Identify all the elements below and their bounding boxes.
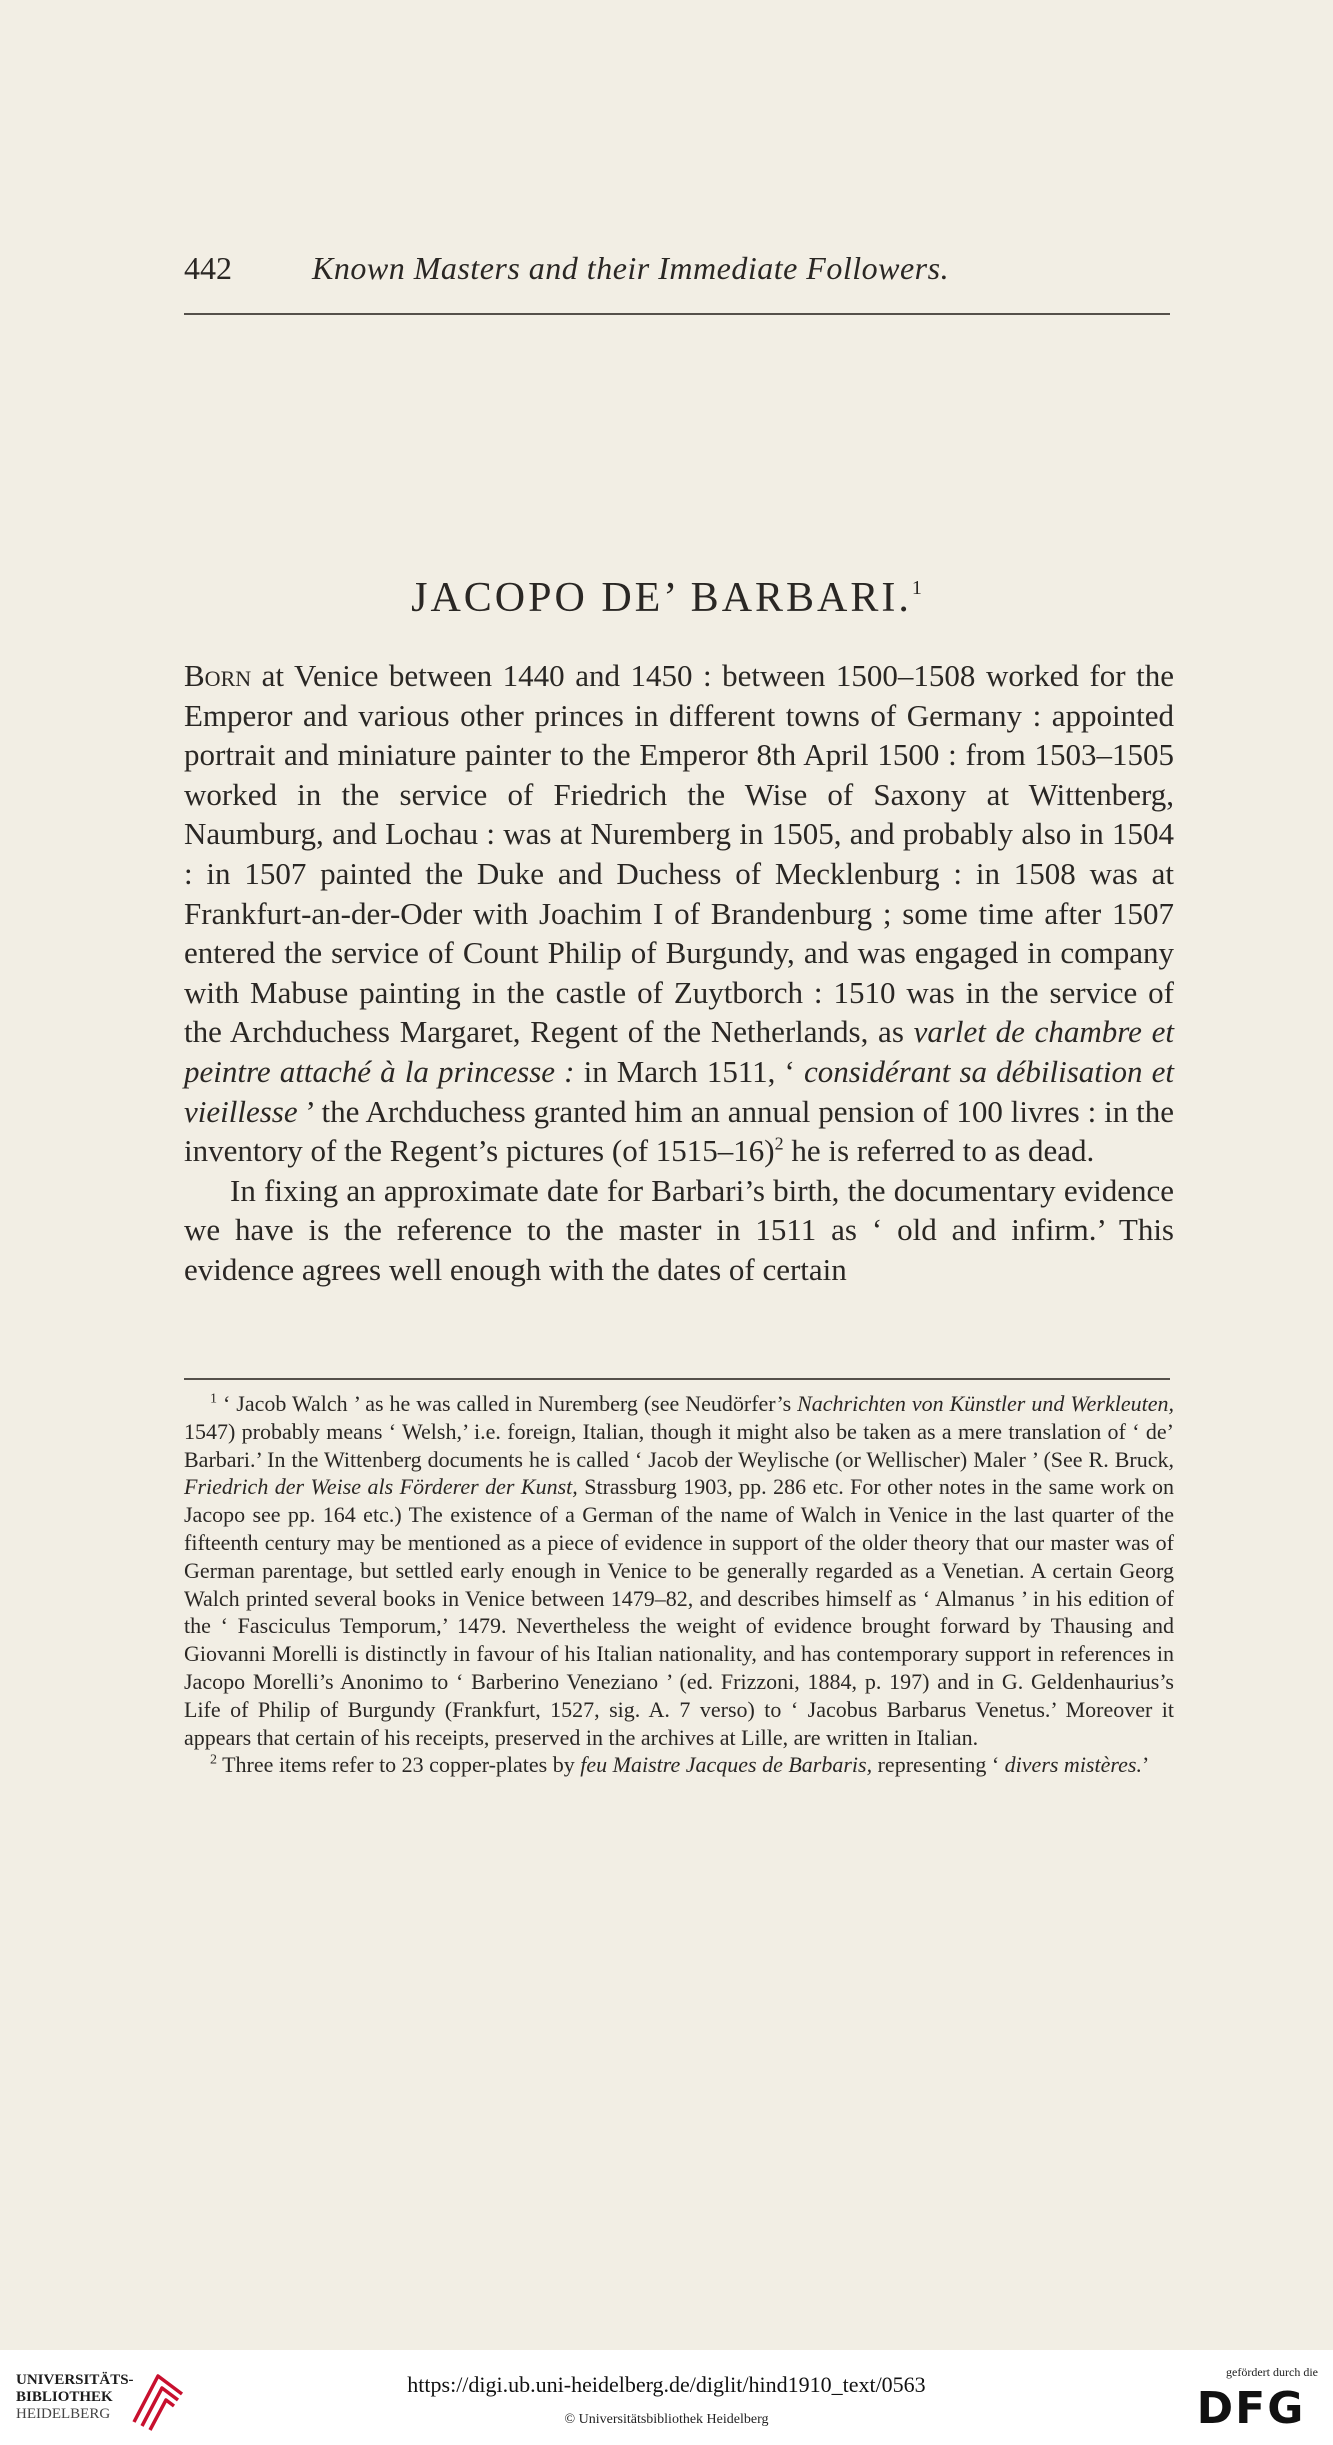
footnote-2: [184, 1751, 1174, 1779]
article-title: [0, 574, 1333, 622]
copyright-notice: © Universitätsbibliothek Heidelberg: [564, 2412, 769, 2427]
footnote-1-text-c: Strassburg 1903, pp. 286 etc. For other notes in the same work on Jacopo see pp. 164 etc.) The existence of a German of the name of Walch in Venice in the last quarter of the fifteenth century may be mentioned as a piece of evidence in support of the older theory that our master was of German parentage, but settled early enough in Venice to be generally regarded as a Venetian. A certain Georg Walch printed several books in Venice between 1479–82, and describes himself as ‘ Almanus ’ in his edition of the ‘ Fasciculus Temporum,’ 1479. Nevertheless the weight of evidence brought forward by Thausing and Giovanni Morelli is distinctly in favour of his Italian nationality, and has contemporary support in references in Jacopo Morelli’s Anonimo to ‘ Barberino Veneziano ’ (ed. Frizzoni, 1884, p. 197) and in G. Geldenhaurius’s Life of Philip of Burgundy (Frankfurt, 1527, sig. A. 7 verso) to ‘ Jacobus Barbarus Venetus.’ Moreover it appears that certain of his receipts, preserved in the archives at Lille, are written in Italian.: [184, 1474, 1174, 1750]
library-name-line-2: BIBLIOTHEK: [16, 2389, 113, 2405]
running-title: Known Masters and their Immediate Followers.: [312, 250, 950, 286]
paragraph-2: In fixing an approximate date for Barbari’s birth, the documentary evidence we have is the reference to the master in 1511 as ‘ old and infirm.’ This evidence agrees well enough with the dates of certain: [184, 1172, 1174, 1287]
drop-word: Born: [184, 658, 252, 693]
library-name-line-1: UNIVERSITÄTS-: [16, 2372, 134, 2388]
footnotes: [184, 1390, 1174, 1779]
footnote-2-text-c: ’: [1141, 1752, 1150, 1778]
funding-note: gefördert durch die: [1226, 2365, 1318, 2379]
footnote-2-text-a: Three items refer to 23 copper-plates by: [217, 1752, 581, 1778]
footnote-1-text-a: ‘ Jacob Walch ’ as he was called in Nuremberg (see Neudörfer’s: [217, 1391, 798, 1416]
footnote-ref-2: 2: [774, 1133, 784, 1154]
footnote-2-italic-1: feu Maistre Jacques de Barbaris,: [580, 1752, 873, 1778]
footnote-2-italic-2: divers mistères.: [1004, 1752, 1142, 1778]
header-rule: [184, 313, 1170, 315]
paragraph-1-text-d: he is referred to as dead.: [783, 1133, 1095, 1169]
paragraph-1-text-b: in March 1511, ‘: [574, 1053, 804, 1089]
library-name-line-3: HEIDELBERG: [16, 2406, 111, 2422]
footnote-1-italic-1: Nachrichten von Künstler und Werkleuten,: [797, 1391, 1174, 1416]
dfg-logo-icon[interactable]: [1186, 2383, 1316, 2427]
permalink-url[interactable]: https://digi.ub.uni-heidelberg.de/diglit/hind1910_text/0563: [407, 2372, 926, 2397]
paragraph-1: [184, 656, 1174, 1171]
page-number: 442: [184, 250, 232, 286]
body-text: [184, 656, 1174, 1290]
paragraph-1-text-c: ’ the Archduchess granted him an annual pension of 100 livres : in the inventory of the Regent’s pictures (of 1515–16): [184, 1093, 1174, 1169]
paragraph-1-text-a: at Venice between 1440 and 1450 : between 1500–1508 worked for the Emperor and various other princes in different towns of Germany : appointed portrait and miniature painter to the Emperor 8th April 1500 : from 1503–1505 worked in the service of Friedrich the Wise of Saxony at Wittenberg, Naumburg, and Lochau : was at Nuremberg in 1505, and probably also in 1504 : in 1507 painted the Duke and Duchess of Mecklenburg : in 1508 was at Frankfurt-an-der-Oder with Joachim I of Brandenburg ; some time after 1507 entered the service of Count Philip of Burgundy, and was engaged in company with Mabuse painting in the castle of Zuytborch : 1510 was in the service of the Archduchess Margaret, Regent of the Netherlands, as: [184, 658, 1174, 1050]
article-title-text: JACOPO DE’ BARBARI.: [411, 575, 912, 621]
footnote-1-italic-2: Friedrich der Weise als Förderer der Kunst,: [184, 1474, 578, 1500]
footnote-1: [184, 1390, 1174, 1751]
footnote-2-text-b: representing ‘: [872, 1752, 1005, 1778]
dfg-logo-text: DFG: [1196, 2383, 1306, 2427]
paragraph-1-italic-2: considérant sa débilisation et vieillesse: [184, 1053, 1174, 1129]
paragraph-1-italic-1: varlet de chambre et peintre attaché à la princesse :: [184, 1014, 1174, 1089]
footnote-rule: [184, 1378, 1170, 1380]
title-footnote-ref: 1: [911, 577, 922, 599]
footnote-1-marker: 1: [210, 1391, 217, 1407]
footnote-2-marker: 2: [210, 1753, 217, 1769]
footnote-1-text-b: 1547) probably means ‘ Welsh,’ i.e. foreign, Italian, though it might also be taken as a mere translation of ‘ de’ Barbari.’ In the Wittenberg documents he is called ‘ Jacob der Weylische (or Wellischer) Maler ’ (See R. Bruck,: [184, 1418, 1174, 1472]
